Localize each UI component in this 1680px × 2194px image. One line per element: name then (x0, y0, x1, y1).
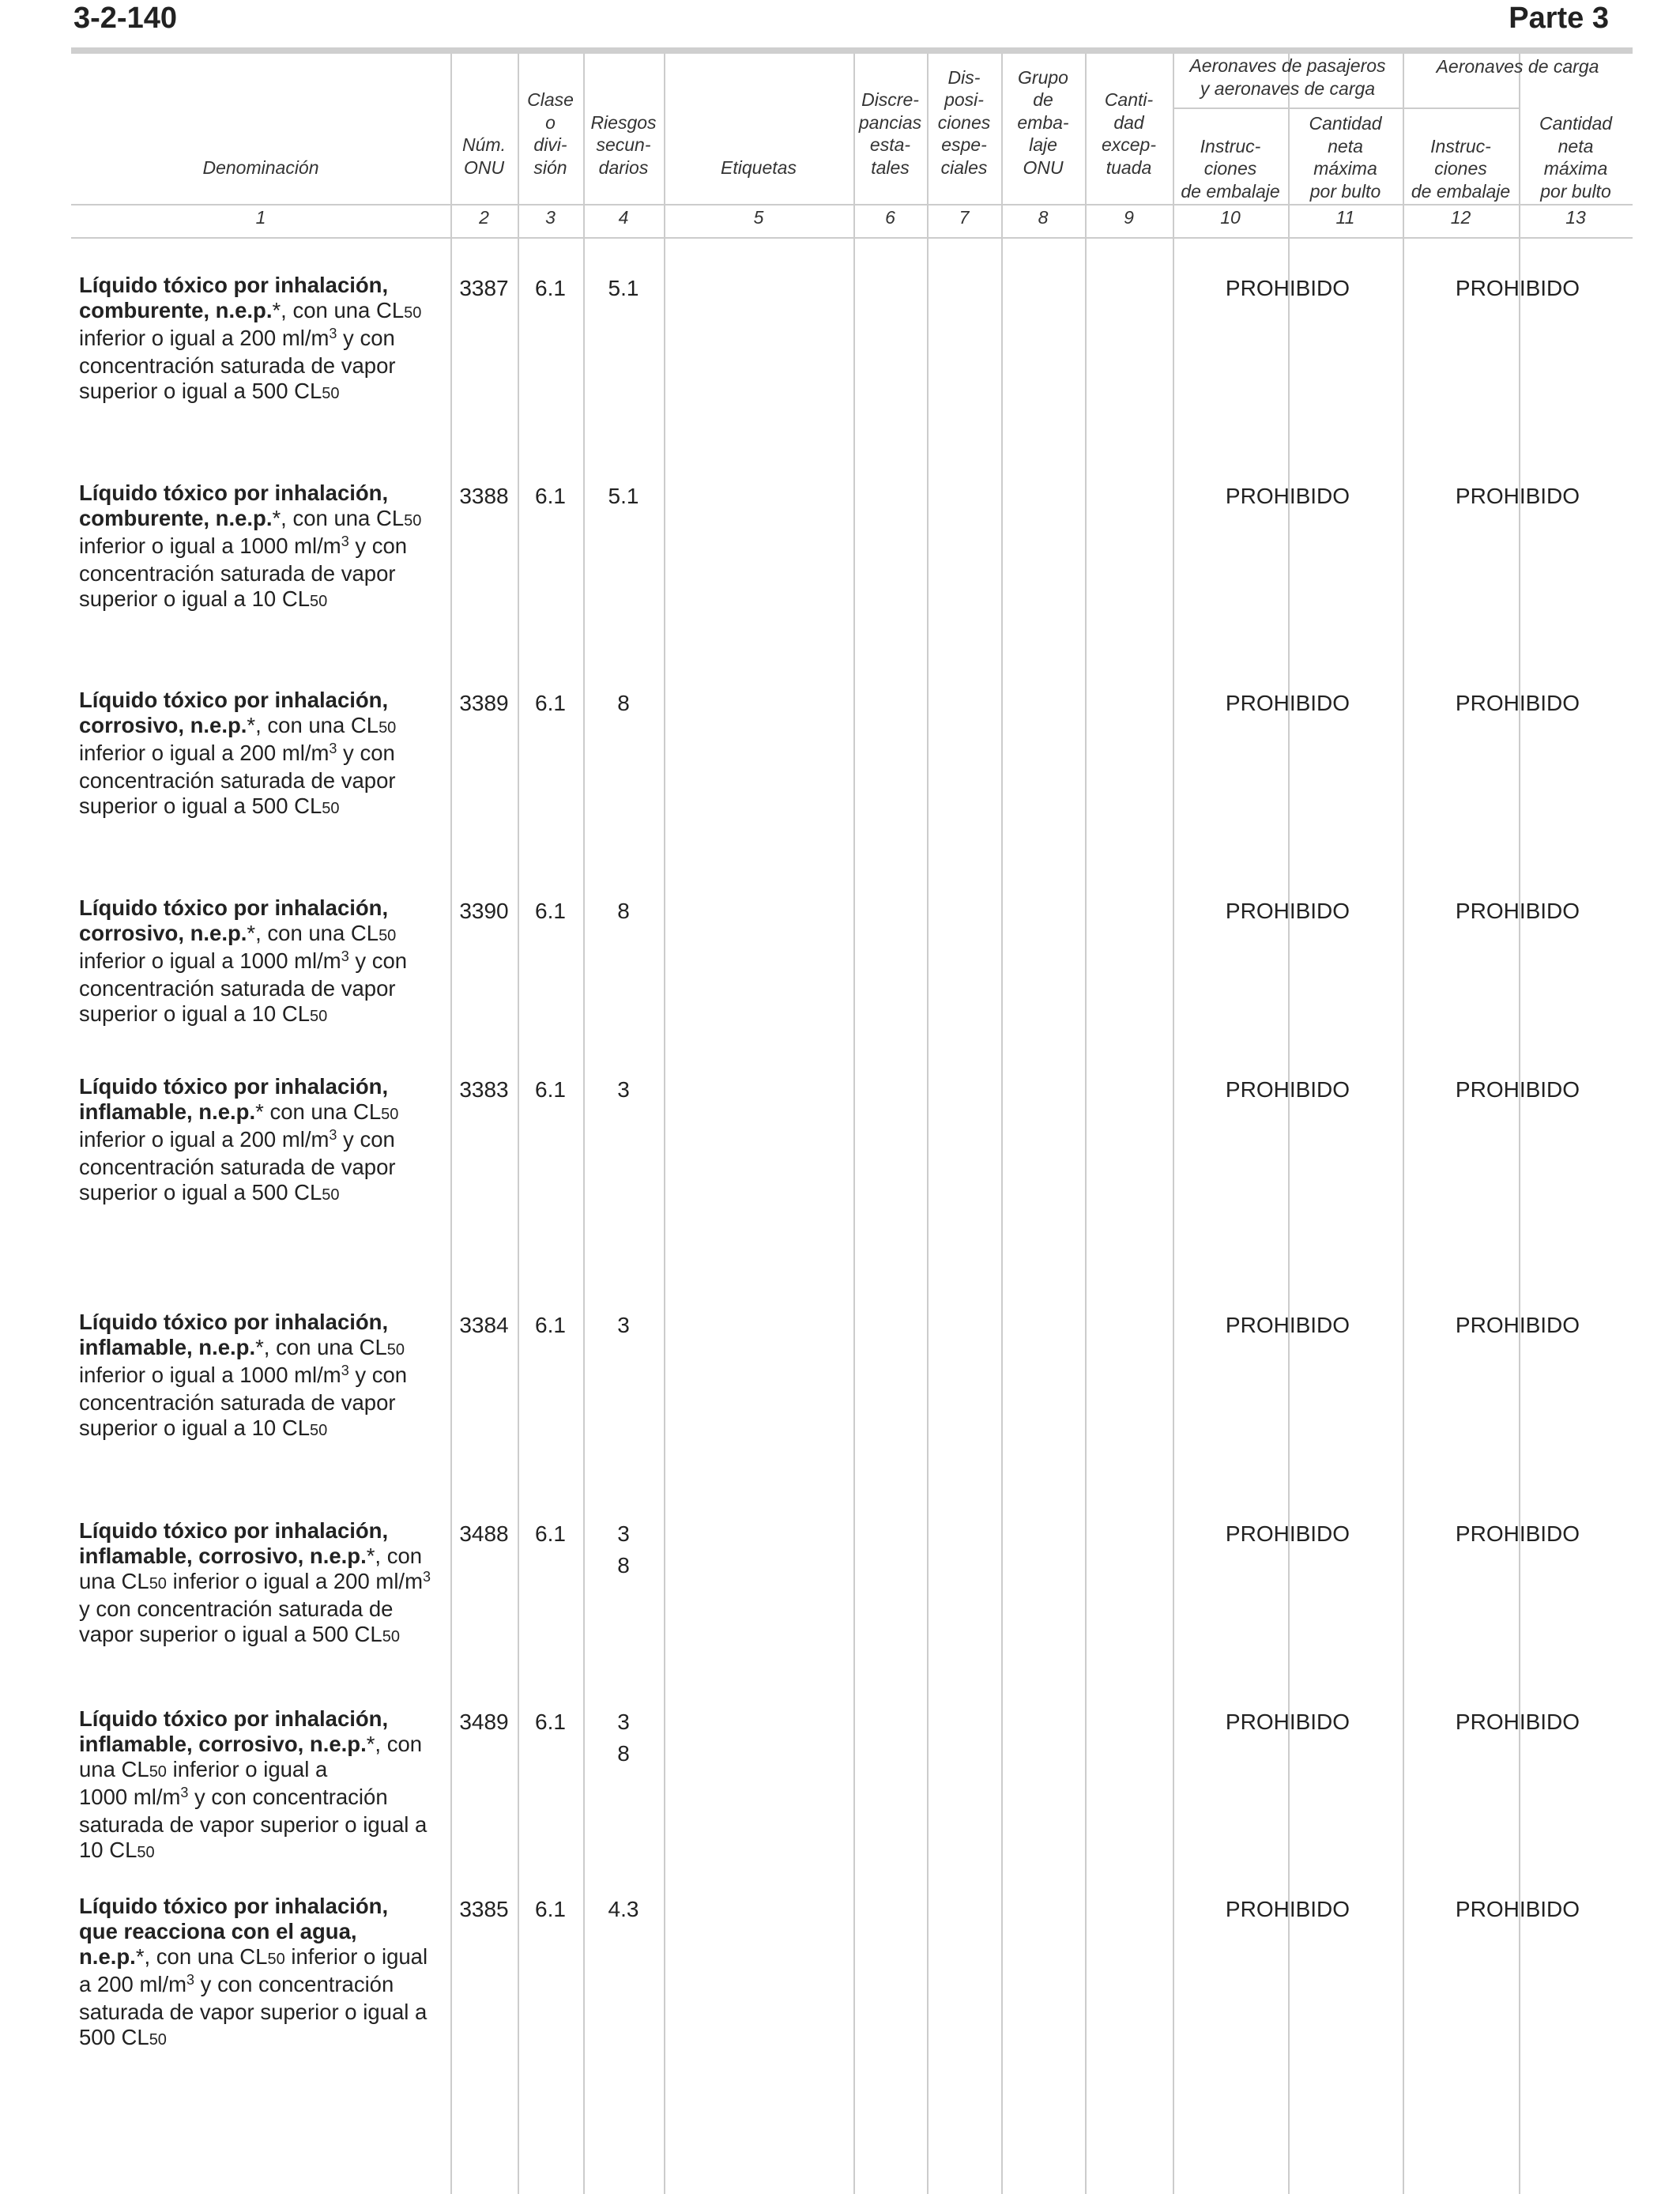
bold-text: inflamable, corrosivo, n.e.p. (79, 1732, 367, 1756)
header-line: tales (871, 156, 910, 178)
header-line: ciones (1203, 158, 1257, 179)
row-denominacion (79, 1894, 450, 2053)
denominacion-line (79, 379, 450, 406)
column-number: 1 (255, 207, 266, 228)
cargo-aircraft-status: PROHIBIDO (1455, 276, 1580, 300)
bold-text: Líquido tóxico por inhalación, (79, 895, 389, 920)
cargo-aircraft-status: PROHIBIDO (1455, 1313, 1580, 1337)
table-row (0, 1074, 1680, 1232)
text: superior o igual a 500 CL (79, 794, 322, 818)
header-line: máxima (1313, 158, 1377, 179)
superscript: 3 (329, 1127, 337, 1143)
column-number: 2 (479, 207, 489, 228)
text: concentración saturada de vapor (79, 1390, 396, 1415)
column-number: 7 (959, 207, 970, 228)
header-instrucciones-pax (1173, 119, 1288, 202)
header-line: sión (533, 156, 567, 178)
column-number: 5 (753, 207, 764, 228)
denominacion-line (79, 1544, 450, 1569)
class-division: 6.1 (535, 1521, 566, 1546)
subsidiary-risks (583, 688, 664, 719)
superscript: 3 (341, 1363, 349, 1378)
risk-value: 5.1 (608, 276, 639, 300)
subscript: 50 (382, 1628, 400, 1646)
subsidiary-risks (583, 273, 664, 304)
row-denominacion (79, 1518, 450, 1649)
denominacion-line (79, 353, 450, 379)
bold-text: Líquido tóxico por inhalación, (79, 1310, 389, 1334)
text: vapor superior o igual a 500 CL (79, 1622, 382, 1646)
row-denominacion (79, 895, 450, 1029)
text: superior o igual a 10 CL (79, 1416, 310, 1440)
subscript: 50 (149, 2031, 167, 2049)
class-division: 6.1 (535, 899, 566, 923)
text: inferior o igual a 1000 ml/m (79, 948, 341, 973)
text: y con concentración (188, 1785, 388, 1809)
text: superior o igual a 500 CL (79, 379, 322, 403)
subsidiary-risks (583, 895, 664, 927)
header-line: ciales (940, 156, 988, 178)
text: y con concentración saturada de (79, 1596, 394, 1621)
header-line: emba- (1017, 111, 1069, 133)
row-denominacion (79, 273, 450, 406)
header-line: de embalaje (1411, 180, 1511, 202)
bold-text: corrosivo, n.e.p. (79, 921, 247, 945)
text: *, con una CL (255, 1335, 387, 1359)
un-number: 3489 (459, 1710, 509, 1734)
header-line: Denominación (202, 156, 319, 178)
header-clase (518, 79, 583, 179)
denominacion-line (79, 794, 450, 821)
text: y con (348, 533, 408, 558)
text: y con (348, 948, 408, 973)
header-line: neta (1328, 135, 1363, 156)
denominacion-line (79, 1785, 450, 1812)
column-number: 4 (618, 207, 629, 228)
un-number: 3389 (459, 691, 509, 715)
risk-value: 3 (617, 1077, 630, 1102)
bold-text: n.e.p. (79, 1944, 136, 1969)
cargo-aircraft-status: PROHIBIDO (1455, 484, 1580, 508)
header-line: Discre- (861, 89, 919, 110)
header-line: divi- (533, 134, 567, 155)
cargo-aircraft-status: PROHIBIDO (1455, 1077, 1580, 1102)
header-line: dad (1113, 111, 1144, 133)
header-line: ciones (937, 111, 991, 133)
denominacion-line (79, 1180, 450, 1208)
denominacion-line (79, 1596, 450, 1622)
header-line: posi- (944, 89, 984, 110)
denominacion-line (79, 2000, 450, 2025)
denominacion-line (79, 1416, 450, 1443)
denominacion-line (79, 1838, 450, 1865)
header-denominacion (71, 142, 450, 179)
text: *, con una CL (247, 921, 379, 945)
header-line: espe- (941, 134, 987, 155)
header-line: Aeronaves de pasajeros (1189, 55, 1386, 76)
denominacion-line (79, 326, 450, 353)
denominacion-line (79, 1732, 450, 1757)
denominacion-line (79, 481, 450, 506)
denominacion-line (79, 1944, 450, 1972)
text: superior o igual a 10 CL (79, 1001, 310, 1026)
part-label: Parte 3 (1509, 2, 1609, 35)
row-denominacion (79, 1310, 450, 1443)
header-cantidad-cargo (1519, 107, 1633, 202)
bold-text: Líquido tóxico por inhalación, (79, 1706, 389, 1731)
text: una CL (79, 1569, 149, 1593)
header-line: Instruc- (1200, 135, 1261, 156)
row-divider (71, 204, 1633, 205)
bold-text: inflamable, n.e.p. (79, 1335, 256, 1359)
text: *, con una CL (272, 298, 405, 322)
text: saturada de vapor superior o igual a (79, 2000, 428, 2024)
risk-value: 5.1 (608, 484, 639, 508)
page-header (0, 0, 1680, 52)
table-row (0, 273, 1680, 431)
header-line: Aeronaves de carga (1436, 55, 1599, 77)
pax-aircraft-status: PROHIBIDO (1225, 1897, 1350, 1921)
header-line: secun- (596, 134, 651, 155)
header-line: ONU (463, 156, 505, 178)
text: 10 CL (79, 1838, 137, 1862)
text: inferior o igual a 1000 ml/m (79, 1363, 341, 1387)
subsidiary-risks (583, 1074, 664, 1106)
pax-aircraft-status: PROHIBIDO (1225, 1710, 1350, 1734)
text: inferior o igual a 1000 ml/m (79, 533, 341, 558)
risk-value: 3 (617, 1710, 630, 1734)
header-riesgos (583, 103, 664, 179)
denominacion-line (79, 1622, 450, 1649)
header-line: ONU (1023, 156, 1064, 178)
text: saturada de vapor superior o igual a (79, 1812, 428, 1837)
bold-text: Líquido tóxico por inhalación, (79, 1518, 389, 1543)
text: concentración saturada de vapor (79, 561, 396, 586)
subscript: 50 (310, 593, 328, 610)
un-number: 3385 (459, 1897, 509, 1921)
header-disposiciones (927, 57, 1001, 179)
subscript: 50 (404, 304, 422, 322)
superscript: 3 (341, 533, 349, 549)
pax-aircraft-status: PROHIBIDO (1225, 484, 1350, 508)
header-line: Dis- (947, 66, 981, 88)
row-divider (71, 237, 1633, 239)
header-group-cargo (1403, 52, 1633, 77)
row-denominacion (79, 1074, 450, 1208)
un-number: 3488 (459, 1521, 509, 1546)
text: y con concentración (194, 1972, 394, 1996)
denominacion-line (79, 1001, 450, 1029)
pax-aircraft-status: PROHIBIDO (1225, 1077, 1350, 1102)
header-discrepancias (853, 79, 927, 179)
column-number: 13 (1565, 207, 1586, 228)
subscript: 50 (310, 1422, 328, 1439)
text: y con (337, 326, 395, 350)
text: y con (337, 741, 395, 765)
denominacion-line (79, 1972, 450, 2000)
risk-value: 8 (617, 899, 630, 923)
denominacion-line (79, 1335, 450, 1363)
header-line: o (545, 111, 556, 133)
text: 500 CL (79, 2025, 149, 2049)
denominacion-line (79, 586, 450, 614)
column-number: 8 (1038, 207, 1049, 228)
header-line: por bulto (1540, 180, 1611, 202)
denominacion-line (79, 1390, 450, 1416)
subscript: 50 (322, 385, 340, 402)
denominacion-line (79, 1363, 450, 1390)
denominacion-line (79, 1127, 450, 1155)
column-number: 3 (545, 207, 556, 228)
denominacion-line (79, 713, 450, 741)
subscript: 50 (379, 927, 397, 944)
cargo-aircraft-status: PROHIBIDO (1455, 1897, 1580, 1921)
row-denominacion (79, 688, 450, 821)
risk-value: 8 (617, 1741, 630, 1766)
denominacion-line (79, 741, 450, 768)
un-number: 3387 (459, 276, 509, 300)
subsidiary-risks (583, 1706, 664, 1770)
table-row (0, 1518, 1680, 1676)
text: superior o igual a 500 CL (79, 1180, 322, 1204)
column-number: 11 (1335, 207, 1355, 228)
header-line: tuada (1106, 156, 1152, 178)
superscript: 3 (341, 948, 349, 964)
cargo-aircraft-status: PROHIBIDO (1455, 899, 1580, 923)
header-line: de embalaje (1181, 180, 1280, 202)
bold-text: Líquido tóxico por inhalación, (79, 1074, 389, 1099)
column-number: 9 (1124, 207, 1134, 228)
header-line: laje (1029, 134, 1057, 155)
subsidiary-risks (583, 1518, 664, 1581)
bold-text: Líquido tóxico por inhalación, (79, 481, 389, 505)
subscript: 50 (322, 800, 340, 817)
superscript: 3 (186, 1972, 195, 1988)
bold-text: que reacciona con el agua, (79, 1919, 357, 1943)
denominacion-line (79, 298, 450, 326)
column-number: 12 (1450, 207, 1471, 228)
superscript: 3 (180, 1785, 189, 1800)
header-line: Canti- (1104, 89, 1154, 110)
text: a 200 ml/m (79, 1972, 187, 1996)
denominacion-line (79, 1919, 450, 1944)
header-line: Núm. (462, 134, 506, 155)
header-line: y aeronaves de carga (1200, 77, 1376, 99)
header-grupo (1001, 57, 1085, 179)
cargo-aircraft-status: PROHIBIDO (1455, 1521, 1580, 1546)
denominacion-line (79, 1099, 450, 1127)
pax-aircraft-status: PROHIBIDO (1225, 899, 1350, 923)
denominacion-line (79, 1310, 450, 1335)
text: inferior o igual a 200 ml/m (79, 741, 330, 765)
pax-aircraft-status: PROHIBIDO (1225, 276, 1350, 300)
text: *, con (366, 1732, 423, 1756)
class-division: 6.1 (535, 1710, 566, 1734)
column-number: 10 (1220, 207, 1241, 228)
text: concentración saturada de vapor (79, 353, 396, 378)
text: concentración saturada de vapor (79, 976, 396, 1001)
denominacion-line (79, 273, 450, 298)
header-line: esta- (869, 134, 911, 155)
cargo-aircraft-status: PROHIBIDO (1455, 691, 1580, 715)
text: 1000 ml/m (79, 1785, 181, 1809)
risk-value: 4.3 (608, 1897, 639, 1921)
row-denominacion (79, 1706, 450, 1865)
superscript: 3 (329, 326, 337, 341)
denominacion-line (79, 1706, 450, 1732)
bold-text: inflamable, n.e.p. (79, 1099, 256, 1124)
bold-text: comburente, n.e.p. (79, 298, 273, 322)
un-number: 3390 (459, 899, 509, 923)
text: *, con una CL (247, 713, 379, 737)
header-etiquetas (664, 142, 853, 179)
class-division: 6.1 (535, 484, 566, 508)
risk-value: 3 (617, 1521, 630, 1546)
bold-text: corrosivo, n.e.p. (79, 713, 247, 737)
subsidiary-risks (583, 1310, 664, 1341)
header-line: pancias (858, 111, 922, 133)
un-number: 3388 (459, 484, 509, 508)
text: * con una CL (255, 1099, 382, 1124)
header-line: Clase (527, 89, 574, 110)
subscript: 50 (386, 1341, 405, 1359)
subscript: 50 (267, 1951, 285, 1968)
text: inferior o igual a 200 ml/m (166, 1569, 423, 1593)
text: y con (348, 1363, 408, 1387)
denominacion-line (79, 2025, 450, 2053)
header-cantidad-pax (1288, 107, 1403, 202)
text: inferior o igual (284, 1944, 428, 1969)
bold-text: inflamable, corrosivo, n.e.p. (79, 1544, 367, 1568)
table-row (0, 688, 1680, 846)
denominacion-line (79, 1569, 450, 1596)
bold-text: comburente, n.e.p. (79, 506, 273, 530)
subscript: 50 (310, 1008, 328, 1025)
pax-aircraft-status: PROHIBIDO (1225, 1521, 1350, 1546)
un-number: 3383 (459, 1077, 509, 1102)
header-num-onu (450, 126, 518, 179)
denominacion-line (79, 533, 450, 561)
subscript: 50 (149, 1763, 167, 1781)
bold-text: Líquido tóxico por inhalación, (79, 273, 389, 297)
superscript: 3 (329, 741, 337, 756)
text: inferior o igual a 200 ml/m (79, 1127, 330, 1152)
denominacion-line (79, 1518, 450, 1544)
text: inferior o igual a (166, 1757, 328, 1781)
class-division: 6.1 (535, 691, 566, 715)
superscript: 3 (422, 1569, 431, 1585)
text: superior o igual a 10 CL (79, 586, 310, 611)
denominacion-line (79, 1894, 450, 1919)
header-line: Cantidad (1309, 113, 1382, 134)
subscript: 50 (322, 1186, 340, 1204)
un-number: 3384 (459, 1313, 509, 1337)
table-row (0, 481, 1680, 639)
header-group-pax (1173, 52, 1403, 100)
pax-aircraft-status: PROHIBIDO (1225, 1313, 1350, 1337)
denominacion-line (79, 976, 450, 1001)
header-line: máxima (1543, 158, 1608, 179)
bold-text: Líquido tóxico por inhalación, (79, 1894, 389, 1918)
table-row (0, 1706, 1680, 1864)
pax-aircraft-status: PROHIBIDO (1225, 691, 1350, 715)
table-row (0, 895, 1680, 1054)
subsidiary-risks (583, 1894, 664, 1925)
header-line: Etiquetas (721, 156, 797, 178)
text: una CL (79, 1757, 149, 1781)
text: *, con una CL (135, 1944, 268, 1969)
denominacion-line (79, 1812, 450, 1838)
table-row (0, 1894, 1680, 2052)
denominacion-line (79, 768, 450, 794)
header-line: darios (598, 156, 649, 178)
header-line: Grupo (1018, 66, 1068, 88)
subscript: 50 (137, 1844, 155, 1861)
denominacion-line (79, 688, 450, 713)
header-instrucciones-cargo (1403, 119, 1519, 202)
class-division: 6.1 (535, 1897, 566, 1921)
denominacion-line (79, 1074, 450, 1099)
denominacion-line (79, 506, 450, 533)
class-division: 6.1 (535, 1077, 566, 1102)
table-row (0, 1310, 1680, 1468)
row-denominacion (79, 481, 450, 614)
class-division: 6.1 (535, 276, 566, 300)
header-line: Instruc- (1430, 135, 1491, 156)
bold-text: Líquido tóxico por inhalación, (79, 688, 389, 712)
denominacion-line (79, 561, 450, 586)
risk-value: 8 (617, 1553, 630, 1578)
header-line: Cantidad (1539, 113, 1613, 134)
class-division: 6.1 (535, 1313, 566, 1337)
header-line: excep- (1101, 134, 1157, 155)
header-line: por bulto (1309, 180, 1381, 202)
risk-value: 8 (617, 691, 630, 715)
denominacion-line (79, 1155, 450, 1180)
text: inferior o igual a 200 ml/m (79, 326, 330, 350)
header-cantidad-exceptuada (1085, 79, 1173, 179)
subsidiary-risks (583, 481, 664, 512)
header-line: Riesgos (590, 111, 657, 133)
column-number: 6 (885, 207, 895, 228)
subscript: 50 (404, 512, 422, 530)
denominacion-line (79, 921, 450, 948)
text: *, con una CL (272, 506, 405, 530)
denominacion-line (79, 895, 450, 921)
subscript: 50 (149, 1575, 167, 1593)
risk-value: 3 (617, 1313, 630, 1337)
header-line: neta (1558, 135, 1594, 156)
header-line: ciones (1434, 158, 1487, 179)
text: *, con (366, 1544, 423, 1568)
denominacion-line (79, 1757, 450, 1785)
header-line: de (1033, 89, 1053, 110)
denominacion-line (79, 948, 450, 976)
subscript: 50 (379, 719, 397, 737)
cargo-aircraft-status: PROHIBIDO (1455, 1710, 1580, 1734)
text: concentración saturada de vapor (79, 1155, 396, 1179)
text: concentración saturada de vapor (79, 768, 396, 793)
page-number: 3-2-140 (73, 2, 177, 35)
subscript: 50 (381, 1106, 399, 1123)
text: y con (337, 1127, 395, 1152)
